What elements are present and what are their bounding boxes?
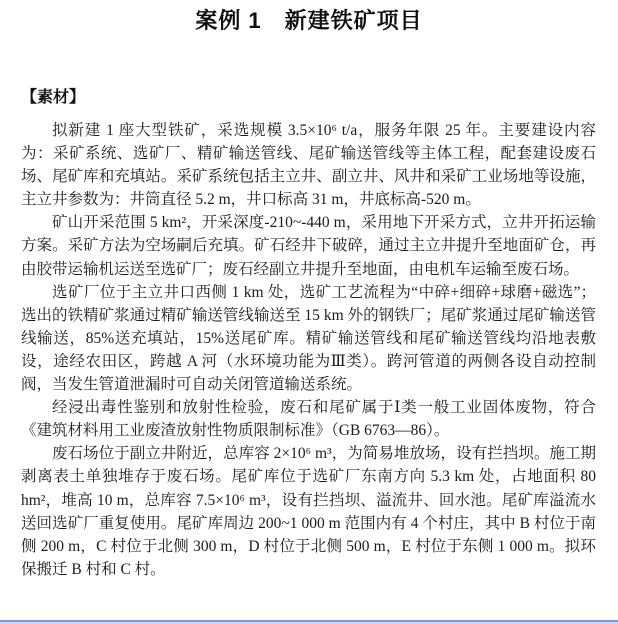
section-label: 【素材】 [21,89,86,106]
paragraph: 矿山开采范围 5 km²，开采深度-210~-440 m，采用地下开采方式，立井开拓运输方案。采矿方法为空场嗣后充填。矿石经井下破碎，通过主立井提升至地面矿仓，再由胶带运输机运送至选矿厂；废石经副立井提升至地面，由电机车运输至废石场。 [21,214,596,278]
paragraph: 选矿厂位于主立井口西侧 1 km 处，选矿工艺流程为“中碎+细碎+球磨+磁选”；选出的铁精矿浆通过精矿输送管线输送至 15 km 外的钢铁厂；尾矿浆通过尾矿输送管线输送，85%送充填站，15%送尾矿库。精矿输送管线和尾矿输送管线均沿地表敷设，途经农田区，跨越 A 河（水环境功能为Ⅲ类）。跨河管道的两侧各设自动控制阀，当发生管道泄漏时可自动关闭管道输送系统。 [21,283,596,394]
window-bottom-border [0,620,618,624]
paragraph: 拟新建 1 座大型铁矿，采选规模 3.5×10⁶ t/a，服务年限 25 年。主要建设内容为：采矿系统、选矿厂、精矿输送管线、尾矿输送管线等主体工程，配套建设废石场、尾矿库和充填站。采矿系统包括主立井、副立井、风井和采矿工业场地等设施，主立井参数为：井筒直径 5.2 m，井口标高 31 m，井底标高-520 m。 [21,122,596,209]
paragraph: 经浸出毒性鉴别和放射性检验，废石和尾矿属于Ⅰ类一般工业固体废物，符合《建筑材料用工业废渣放射性物质限制标准》（GB 6763—86）。 [21,399,596,440]
page-title: 案例 1 新建铁矿项目 [195,8,423,33]
paragraph: 废石场位于副立井附近，总库容 2×10⁶ m³，为简易堆放场，设有拦挡坝。施工期剥离表土单独堆存于废石场。尾矿库位于选矿厂东南方向 5.3 km 处，占地面积 80 hm²，堆高 10 m，总库容 7.5×10⁶ m³，设有拦挡坝、溢流井、回水池。尾矿库溢流水送回选矿厂重复使用。尾矿库周边 200~1 000 m 范围内有 4 个村庄，其中 B 村位于南侧 200 m，C 村位于北侧 300 m，D 村位于北侧 500 m，E 村位于东侧 1 000 m。拟环保搬迁 B 村和 C 村。 [21,445,596,578]
document-body [21,119,596,581]
